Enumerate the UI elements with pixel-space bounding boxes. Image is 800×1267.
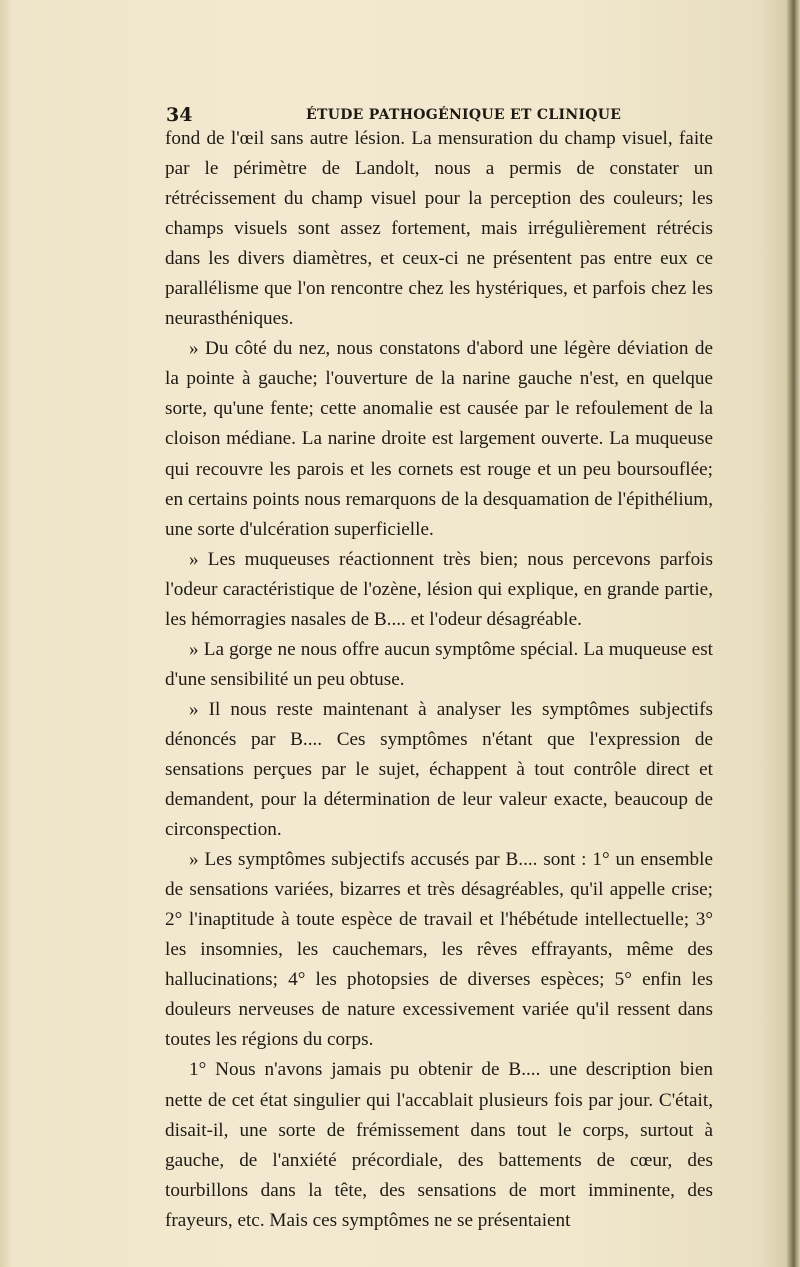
- body-text: [165, 124, 713, 1236]
- page-edge: [786, 0, 800, 1267]
- paragraph: fond de l'œil sans autre lésion. La mensuration du champ visuel, faite par le périmètre de Landolt, nous a permis de constater un rétrécissement du champ visuel pour la perception des couleurs; les champs visuels sont assez fortement, mais irrégulièrement rétrécis dans les divers diamètres, et ceux-ci ne présentent pas entre eux ce parallélisme que l'on rencontre chez les hystériques, et parfois chez les neurasthéniques.: [165, 128, 713, 330]
- paragraph: » Il nous reste maintenant à analyser les symptômes subjectifs dénoncés par B.... Ces symptômes n'étant que l'expression de sensations perçues par le sujet, échappent à tout contrôle direct et demandent, pour la détermination de leur valeur exacte, beaucoup de circonspection.: [165, 698, 713, 841]
- running-title: ÉTUDE PATHOGÉNIQUE ET CLINIQUE: [306, 107, 622, 123]
- paragraph: » Les muqueuses réactionnent très bien; nous percevons parfois l'odeur caractéristique de l'ozène, lésion qui explique, en grande partie, les hémorragies nasales de B.... et l'odeur désagréable.: [165, 548, 713, 630]
- paragraph: 1° Nous n'avons jamais pu obtenir de B.... une description bien nette de cet état singulier qui l'accablait plusieurs fois par jour. C'était, disait-il, une sorte de frémissement dans tout le corps, surtout à gauche, de l'anxiété précordiale, des battements de cœur, des tourbillons dans la tête, des sensations de mort imminente, des frayeurs, etc. Mais ces symptômes ne se présentaient: [165, 1059, 713, 1231]
- page-number: 34: [166, 104, 193, 126]
- page-gutter-shadow: [0, 0, 12, 1267]
- paragraph: » Du côté du nez, nous constatons d'abord une légère déviation de la pointe à gauche; l'ouverture de la narine gauche n'est, en quelque sorte, qu'une fente; cette anomalie est causée par le refoulement de la cloison médiane. La narine droite est largement ouverte. La muqueuse qui recouvre les parois et les cornets est rouge et un peu boursouflée; en certains points nous remarquons de la desquamation de l'épithélium, une sorte d'ulcération superficielle.: [165, 338, 713, 540]
- paragraph: » La gorge ne nous offre aucun symptôme spécial. La muqueuse est d'une sensibilité un peu obtuse.: [165, 638, 713, 690]
- paragraph: » Les symptômes subjectifs accusés par B.... sont : 1° un ensemble de sensations variées, bizarres et très désagréables, qu'il appelle crise; 2° l'inaptitude à toute espèce de travail et l'hébétude intellectuelle; 3° les insomnies, les cauchemars, les rêves effrayants, même des hallucinations; 4° les photopsies de diverses espèces; 5° enfin les douleurs nerveuses de nature excessivement variée qu'il ressent dans toutes les régions du corps.: [165, 849, 713, 1051]
